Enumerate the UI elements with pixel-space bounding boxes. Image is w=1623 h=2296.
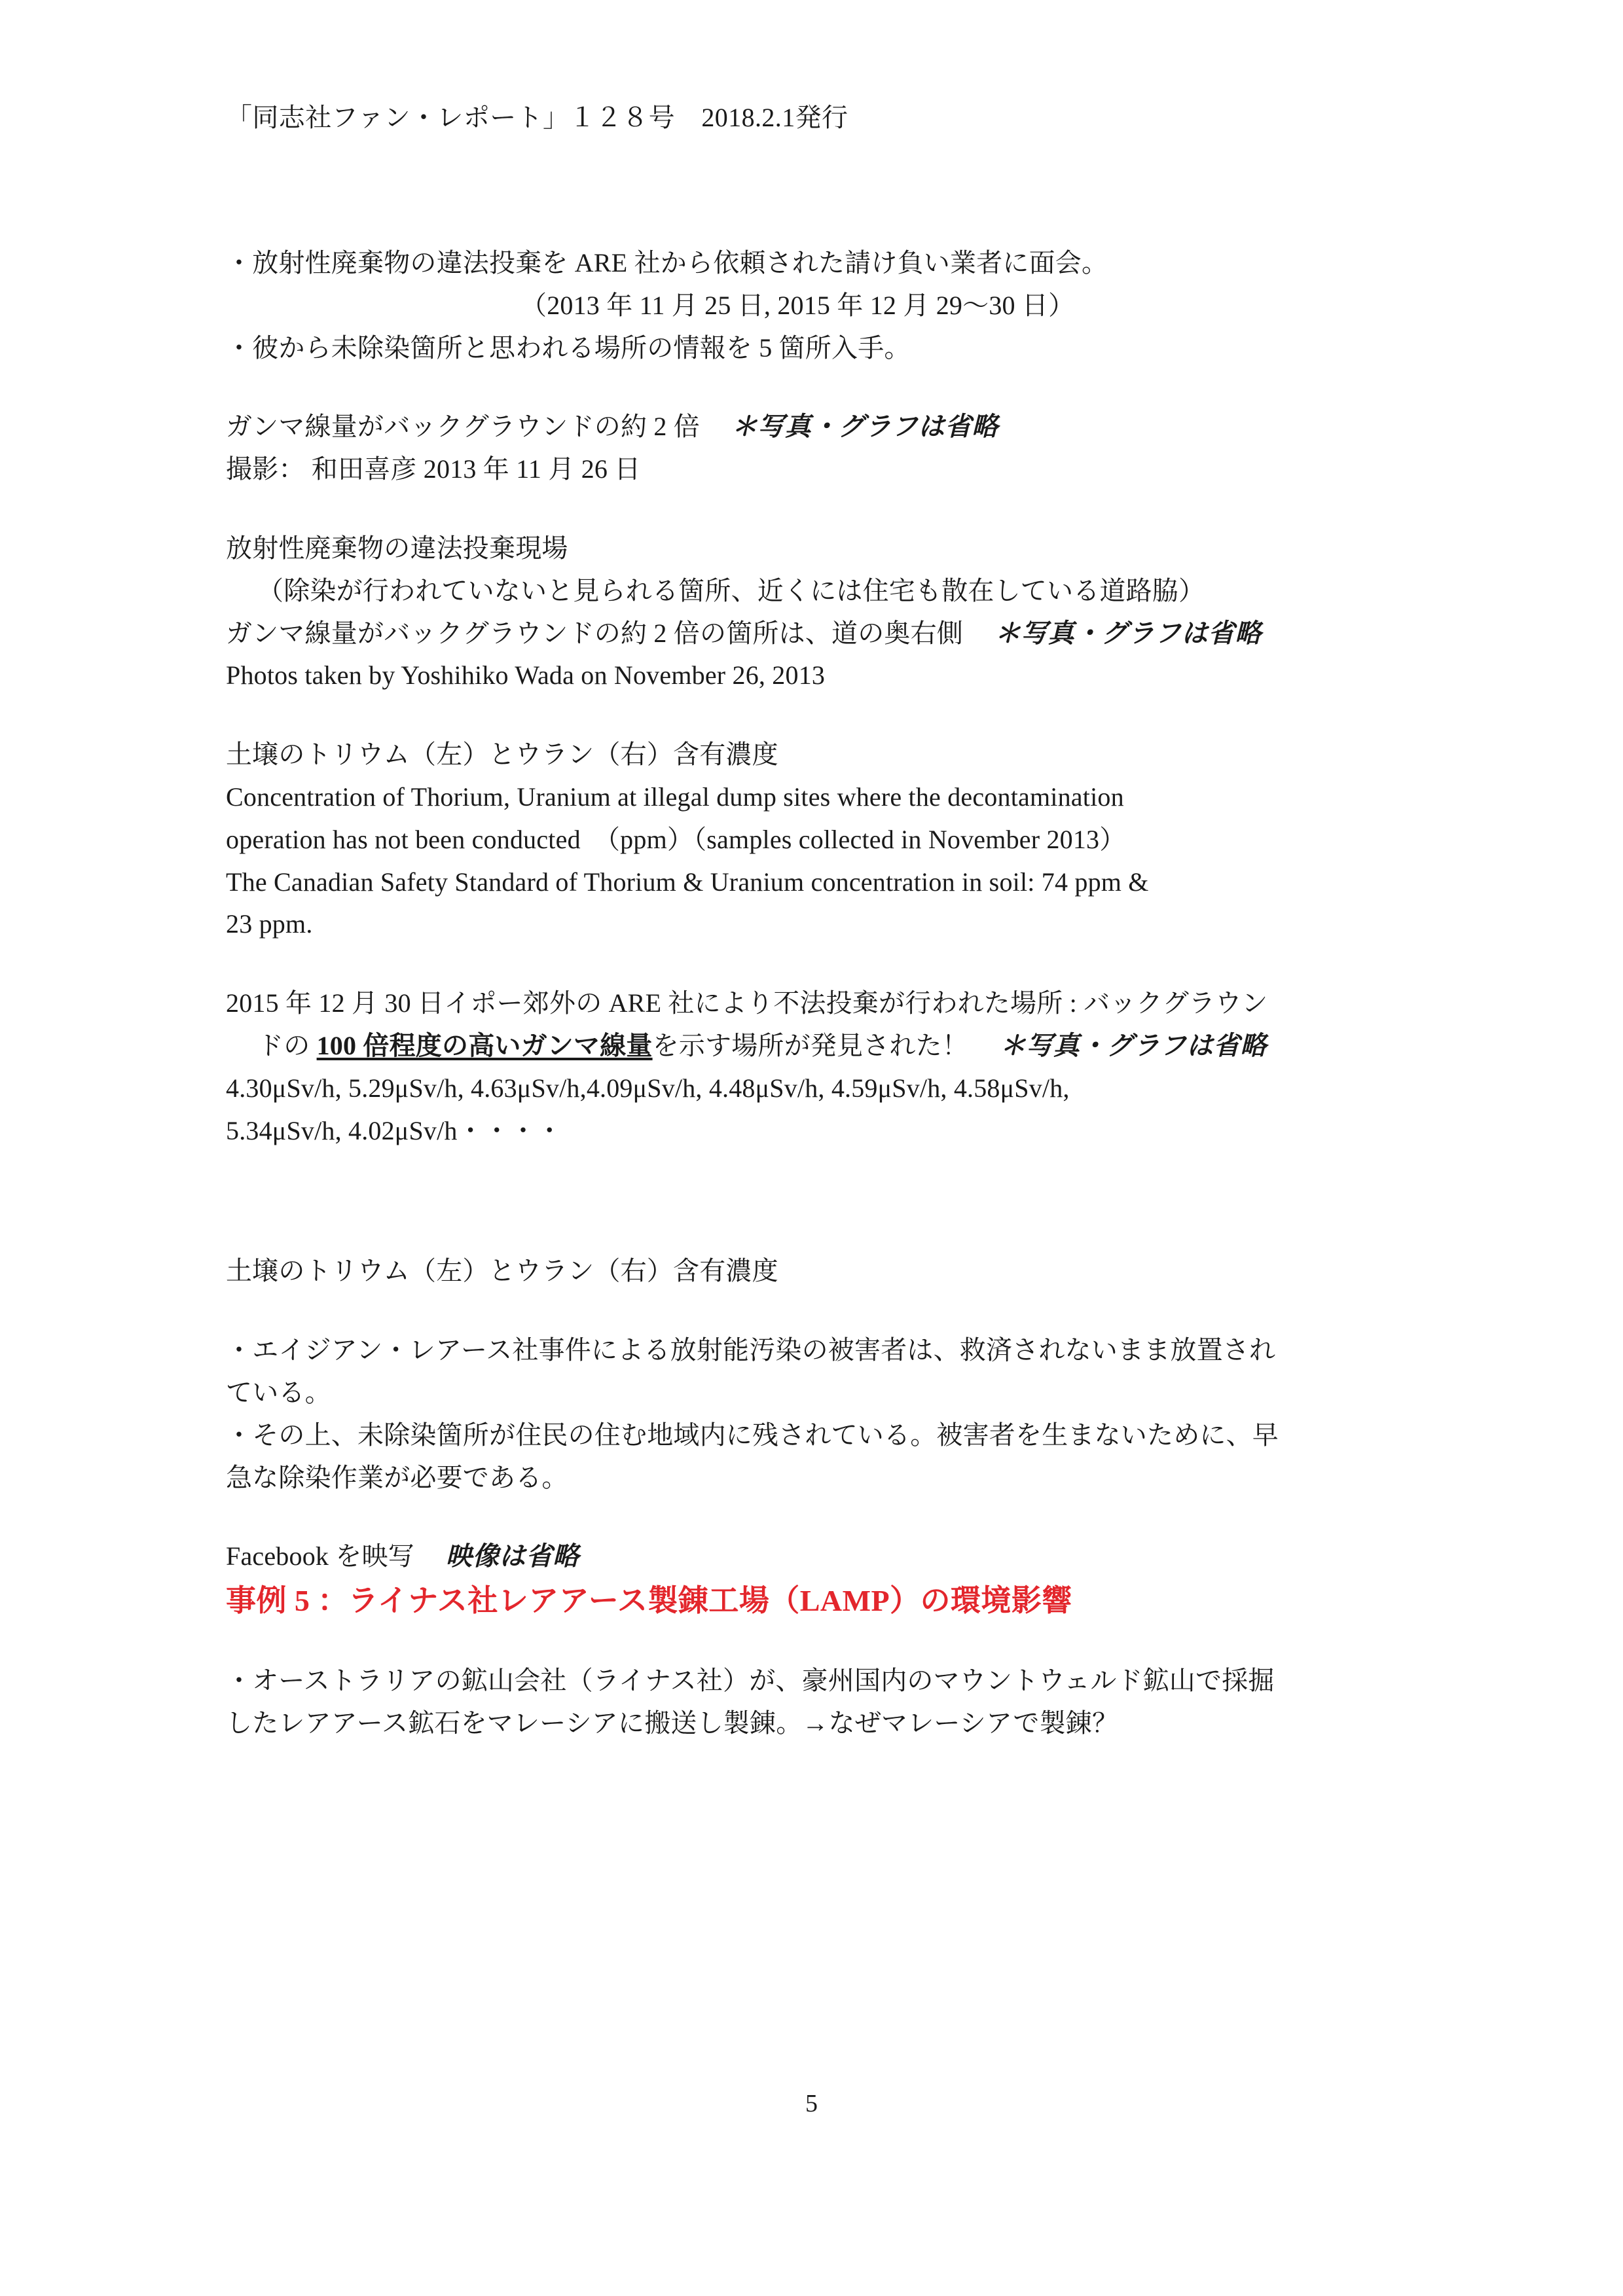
page-number: 5 xyxy=(805,2090,818,2117)
ipoh-line-2-row xyxy=(226,1025,1398,1067)
conclusion-bullet-2-line-1: ・その上、未除染箇所が住民の住む地域内に残されている。被害者を生まないために、早 xyxy=(226,1420,1279,1450)
conclusion-bullet-1-line-1: ・エイジアン・レアース社事件による放射能汚染の被害者は、救済されないまま放置され xyxy=(226,1335,1276,1365)
conclusion-bullet-1-line-2: ている。 xyxy=(226,1377,331,1407)
meeting-bullet-1: ・放射性廃棄物の違法投棄を ARE 社から依頼された請け負い業者に面会。 xyxy=(226,248,1108,278)
concentration-title-ja: 土壌のトリウム（左）とウラン（右）含有濃度 xyxy=(226,740,778,770)
ipoh-line-2-suffix: を示す場所が発見された！ xyxy=(652,1030,969,1060)
document-header: 「同志社ファン・レポート」１２８号 2018.2.1発行 xyxy=(226,103,848,132)
ipoh-readings-line-1: 4.30μSv/h, 5.29μSv/h, 4.63μSv/h,4.09μSv/h, 4.48μSv/h, 4.59μSv/h, 4.58μSv/h, xyxy=(226,1073,1070,1103)
lamp-section-heading: 事例 5 ：ライナス社レアアース製錬工場（LAMP）の環境影響 xyxy=(226,1584,1072,1618)
spacer xyxy=(226,1499,1398,1535)
dump-site-caption: ガンマ線量がバックグラウンドの約 2 倍の箇所は、道の奥右側 xyxy=(226,618,963,648)
spacer xyxy=(226,697,1398,734)
spacer xyxy=(226,1293,1398,1329)
omit-note-video: 映像は省略 xyxy=(445,1541,579,1571)
ipoh-readings-line-2: 5.34μSv/h, 4.02μSv/h・・・・ xyxy=(226,1115,563,1145)
omit-note-photo-2: ＊写真・グラフは省略 xyxy=(994,618,1262,648)
gamma-credit-1: 撮影： 和田喜彦 2013 年 11 月 26 日 xyxy=(226,454,641,484)
meeting-dates: （2013 年 11 月 25 日, 2015 年 12 月 29〜30 日） xyxy=(520,290,1075,320)
spacer xyxy=(226,369,1398,406)
lamp-bullet-line-1: ・オーストラリアの鉱山会社（ライナス社）が、豪州国内のマウントウェルド鉱山で採掘 xyxy=(226,1666,1275,1696)
conclusion-bullet-2-line-2: 急な除染作業が必要である。 xyxy=(226,1462,568,1492)
ipoh-line-1: 2015 年 12 月 30 日イポー郊外の ARE 社により不法投棄が行われた場所 : バックグラウン xyxy=(226,988,1268,1018)
concentration-line-en-1: Concentration of Thorium, Uranium at illegal dump sites where the decontamination xyxy=(226,781,1124,812)
concentration-line-en-3: The Canadian Safety Standard of Thorium & Uranium concentration in soil: 74 ppm & xyxy=(226,867,1149,897)
dump-site-subtitle: （除染が行われていないと見られる箇所、近くには住宅も散在している道路脇） xyxy=(257,575,1205,605)
spacer xyxy=(226,1152,1398,1250)
gamma-caption-1-row xyxy=(226,406,1398,448)
omit-note-photo-1: ＊写真・グラフは省略 xyxy=(731,412,998,442)
dump-site-caption-row xyxy=(226,613,1398,655)
omit-note-photo-3: ＊写真・グラフは省略 xyxy=(1000,1030,1267,1060)
dump-site-title: 放射性廃棄物の違法投棄現場 xyxy=(226,533,568,563)
facebook-row xyxy=(226,1535,1398,1578)
ipoh-emphasis: 100 倍程度の高いガンマ線量 xyxy=(316,1030,653,1060)
dump-site-photo-credit-en: Photos taken by Yoshihiko Wada on November 26, 2013 xyxy=(226,660,826,691)
lamp-bullet-line-2: したレアアース鉱石をマレーシアに搬送し製錬。→なぜマレーシアで製錬？ xyxy=(226,1708,1119,1738)
concentration-title-ja-repeat: 土壌のトリウム（左）とウラン（右）含有濃度 xyxy=(226,1256,778,1286)
meeting-bullet-2: ・彼から未除染箇所と思われる場所の情報を 5 箇所入手。 xyxy=(226,332,911,363)
spacer xyxy=(226,946,1398,982)
concentration-line-en-2: operation has not been conducted （ppm）（samples collected in November 2013） xyxy=(226,824,1126,854)
ipoh-line-2-prefix: ドの xyxy=(257,1030,317,1060)
spacer xyxy=(226,1623,1398,1660)
document-text-frame xyxy=(226,98,1398,1745)
concentration-line-en-4: 23 ppm. xyxy=(226,909,313,939)
spacer xyxy=(226,491,1398,528)
facebook-label: Facebook を映写 xyxy=(226,1541,414,1571)
gamma-caption-1: ガンマ線量がバックグラウンドの約 2 倍 xyxy=(226,412,700,442)
